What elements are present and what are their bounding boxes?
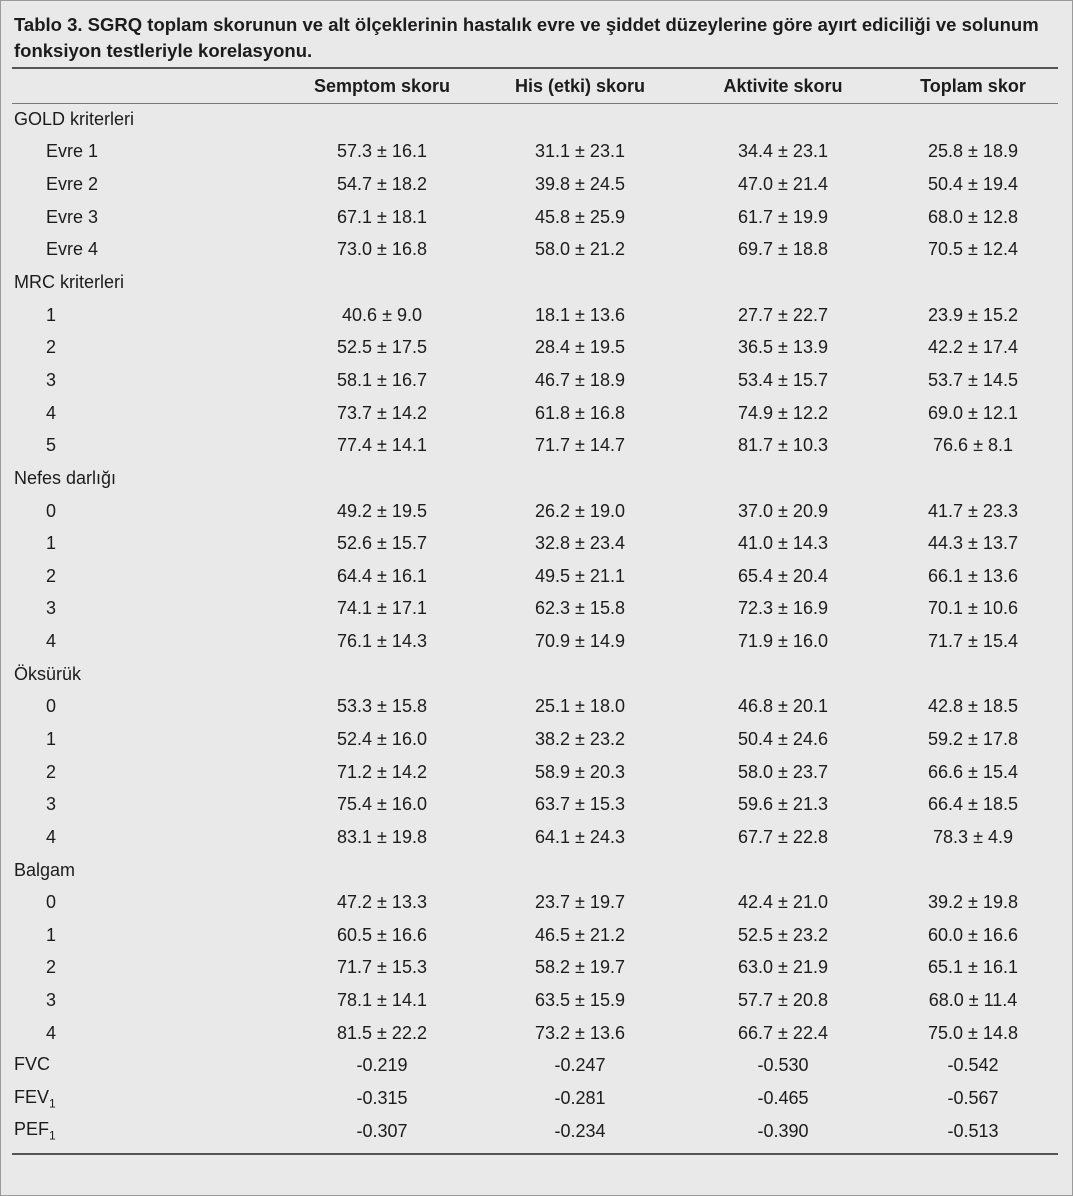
table-body bbox=[12, 103, 1058, 1148]
row-label: 4 bbox=[46, 826, 57, 847]
table-cell: 49.2 ± 19.5 bbox=[337, 500, 427, 521]
table-cell: 53.3 ± 15.8 bbox=[337, 696, 427, 717]
row-label: 3 bbox=[46, 990, 57, 1011]
group-header-row bbox=[12, 266, 1058, 299]
table-cell: 71.7 ± 14.7 bbox=[535, 435, 625, 456]
table-cell: 57.3 ± 16.1 bbox=[337, 141, 427, 162]
row-label: 1 bbox=[46, 924, 57, 945]
table-row bbox=[12, 201, 1058, 234]
table-row bbox=[12, 560, 1058, 593]
table-cell: 83.1 ± 19.8 bbox=[337, 826, 427, 847]
group-header-row bbox=[12, 658, 1058, 691]
correlation-name: FEV bbox=[14, 1086, 50, 1107]
row-label: 2 bbox=[46, 565, 57, 586]
table-cell: 52.5 ± 17.5 bbox=[337, 337, 427, 358]
table-cell: 76.6 ± 8.1 bbox=[933, 435, 1013, 456]
table-cell: 72.3 ± 16.9 bbox=[738, 598, 828, 619]
correlation-row bbox=[12, 1082, 1058, 1115]
table-cell: 64.1 ± 24.3 bbox=[535, 826, 625, 847]
table-cell: 66.7 ± 22.4 bbox=[738, 1022, 828, 1043]
table-cell: -0.465 bbox=[757, 1088, 809, 1109]
table-row bbox=[12, 136, 1058, 169]
row-label: Evre 2 bbox=[46, 174, 99, 195]
table-cell: 62.3 ± 15.8 bbox=[535, 598, 625, 619]
table-cell: 71.7 ± 15.4 bbox=[928, 631, 1018, 652]
table-cell: 58.0 ± 23.7 bbox=[738, 761, 828, 782]
table-row bbox=[12, 625, 1058, 658]
table-cell: -0.219 bbox=[356, 1055, 408, 1076]
table-row bbox=[12, 495, 1058, 528]
table-cell: 40.6 ± 9.0 bbox=[342, 304, 422, 325]
table-cell: 53.7 ± 14.5 bbox=[928, 369, 1018, 390]
table-row bbox=[12, 593, 1058, 626]
table-cell: 70.9 ± 14.9 bbox=[535, 631, 625, 652]
table-cell: 31.1 ± 23.1 bbox=[535, 141, 625, 162]
table-cell: 42.2 ± 17.4 bbox=[928, 337, 1018, 358]
correlation-row bbox=[12, 1115, 1058, 1148]
table-row bbox=[12, 234, 1058, 267]
table-cell: 23.7 ± 19.7 bbox=[535, 892, 625, 913]
header-cell bbox=[12, 69, 282, 103]
group-header-row bbox=[12, 103, 1058, 136]
table-cell: 75.0 ± 14.8 bbox=[928, 1022, 1018, 1043]
table-cell: 70.1 ± 10.6 bbox=[928, 598, 1018, 619]
table-cell: 76.1 ± 14.3 bbox=[337, 631, 427, 652]
table-cell: 78.3 ± 4.9 bbox=[933, 826, 1013, 847]
table-cell: 73.7 ± 14.2 bbox=[337, 402, 427, 423]
group-label: Nefes darlığı bbox=[14, 467, 117, 488]
table-cell: 50.4 ± 24.6 bbox=[738, 728, 828, 749]
table-cell: 61.7 ± 19.9 bbox=[738, 206, 828, 227]
table-cell: 46.8 ± 20.1 bbox=[738, 696, 828, 717]
table-cell: 64.4 ± 16.1 bbox=[337, 565, 427, 586]
table-cell: -0.247 bbox=[554, 1055, 606, 1076]
table-cell: 23.9 ± 15.2 bbox=[928, 304, 1018, 325]
table-cell: 53.4 ± 15.7 bbox=[738, 369, 828, 390]
group-label: Balgam bbox=[14, 859, 76, 880]
table-cell: 32.8 ± 23.4 bbox=[535, 533, 625, 554]
row-label: Evre 1 bbox=[46, 141, 99, 162]
table-cell: 57.7 ± 20.8 bbox=[738, 990, 828, 1011]
table-cell: 28.4 ± 19.5 bbox=[535, 337, 625, 358]
row-label: Evre 4 bbox=[46, 239, 99, 260]
table-row bbox=[12, 984, 1058, 1017]
table-cell: 18.1 ± 13.6 bbox=[535, 304, 625, 325]
row-label: 1 bbox=[46, 533, 57, 554]
table-row bbox=[12, 299, 1058, 332]
row-label: 0 bbox=[46, 696, 57, 717]
row-label: 3 bbox=[46, 369, 57, 390]
table-cell: 73.2 ± 13.6 bbox=[535, 1022, 625, 1043]
table-row bbox=[12, 919, 1058, 952]
table-cell: 25.8 ± 18.9 bbox=[928, 141, 1018, 162]
table-cell: 60.0 ± 16.6 bbox=[928, 924, 1018, 945]
row-label: 2 bbox=[46, 761, 57, 782]
row-label: 4 bbox=[46, 1022, 57, 1043]
table-cell: 46.5 ± 21.2 bbox=[535, 924, 625, 945]
table-row bbox=[12, 168, 1058, 201]
table-cell: -0.567 bbox=[947, 1088, 999, 1109]
bottom-rule bbox=[12, 1153, 1058, 1155]
table-cell: -0.542 bbox=[947, 1055, 999, 1076]
row-label: 5 bbox=[46, 435, 57, 456]
table-cell: 45.8 ± 25.9 bbox=[535, 206, 625, 227]
table-cell: 58.0 ± 21.2 bbox=[535, 239, 625, 260]
table-cell: 81.5 ± 22.2 bbox=[337, 1022, 427, 1043]
correlation-label bbox=[12, 1050, 282, 1083]
group-label: GOLD kriterleri bbox=[14, 108, 135, 129]
table-cell: 71.7 ± 15.3 bbox=[337, 957, 427, 978]
row-label: 1 bbox=[46, 728, 57, 749]
table-cell: 68.0 ± 11.4 bbox=[928, 990, 1018, 1011]
table-cell: 58.1 ± 16.7 bbox=[337, 369, 427, 390]
table-row bbox=[12, 723, 1058, 756]
header-cell: Aktivite skoru bbox=[723, 75, 843, 96]
table-row bbox=[12, 886, 1058, 919]
table-cell: 77.4 ± 14.1 bbox=[337, 435, 427, 456]
table-cell: 63.7 ± 15.3 bbox=[535, 794, 625, 815]
table-cell: 67.7 ± 22.8 bbox=[738, 826, 828, 847]
correlation-name: FVC bbox=[14, 1054, 50, 1075]
table-cell: 39.8 ± 24.5 bbox=[535, 174, 625, 195]
table-cell: 71.9 ± 16.0 bbox=[738, 631, 828, 652]
table-cell: 41.0 ± 14.3 bbox=[738, 533, 828, 554]
table-cell: 41.7 ± 23.3 bbox=[928, 500, 1018, 521]
table-cell: -0.513 bbox=[947, 1120, 999, 1141]
row-label: 3 bbox=[46, 598, 57, 619]
table-cell: 46.7 ± 18.9 bbox=[535, 369, 625, 390]
group-header-row bbox=[12, 462, 1058, 495]
table-cell: 26.2 ± 19.0 bbox=[535, 500, 625, 521]
table-cell: 52.5 ± 23.2 bbox=[738, 924, 828, 945]
table-cell: 37.0 ± 20.9 bbox=[738, 500, 828, 521]
table-cell: 38.2 ± 23.2 bbox=[535, 728, 625, 749]
table-cell: -0.307 bbox=[356, 1120, 408, 1141]
table-cell: 73.0 ± 16.8 bbox=[337, 239, 427, 260]
row-label: 0 bbox=[46, 500, 57, 521]
table-row bbox=[12, 527, 1058, 560]
results-table bbox=[12, 69, 1058, 1148]
correlation-subscript: 1 bbox=[49, 1128, 56, 1143]
table-row bbox=[12, 397, 1058, 430]
table-cell: 36.5 ± 13.9 bbox=[738, 337, 828, 358]
table-cell: 66.4 ± 18.5 bbox=[928, 794, 1018, 815]
table-cell: 66.1 ± 13.6 bbox=[928, 565, 1018, 586]
table-cell: 65.1 ± 16.1 bbox=[928, 957, 1018, 978]
table-cell: 25.1 ± 18.0 bbox=[535, 696, 625, 717]
header-cell: His (etki) skoru bbox=[514, 75, 646, 96]
table-cell: 63.5 ± 15.9 bbox=[535, 990, 625, 1011]
table-cell: 47.2 ± 13.3 bbox=[337, 892, 427, 913]
correlation-name: PEF bbox=[14, 1119, 50, 1140]
header-cell: Toplam skor bbox=[920, 75, 1026, 96]
correlation-label bbox=[12, 1115, 282, 1148]
table-cell: 74.9 ± 12.2 bbox=[738, 402, 828, 423]
correlation-row bbox=[12, 1050, 1058, 1083]
row-label: 4 bbox=[46, 631, 57, 652]
table-cell: 42.4 ± 21.0 bbox=[738, 892, 828, 913]
table-cell: 78.1 ± 14.1 bbox=[337, 990, 427, 1011]
table-cell: 65.4 ± 20.4 bbox=[738, 565, 828, 586]
table-cell: 27.7 ± 22.7 bbox=[738, 304, 828, 325]
table-cell: 59.6 ± 21.3 bbox=[738, 794, 828, 815]
table-cell: 81.7 ± 10.3 bbox=[738, 435, 828, 456]
table-cell: 68.0 ± 12.8 bbox=[928, 206, 1018, 227]
table-cell: 59.2 ± 17.8 bbox=[928, 728, 1018, 749]
table-cell: 61.8 ± 16.8 bbox=[535, 402, 625, 423]
table-row bbox=[12, 952, 1058, 985]
header-row bbox=[12, 69, 1058, 103]
table-cell: 58.2 ± 19.7 bbox=[535, 957, 625, 978]
correlation-label bbox=[12, 1082, 282, 1115]
correlation-subscript: 1 bbox=[49, 1096, 56, 1111]
table-cell: 42.8 ± 18.5 bbox=[928, 696, 1018, 717]
table-cell: 52.6 ± 15.7 bbox=[337, 533, 427, 554]
row-label: 0 bbox=[46, 892, 57, 913]
row-label: 2 bbox=[46, 957, 57, 978]
table-cell: 63.0 ± 21.9 bbox=[738, 957, 828, 978]
table-row bbox=[12, 821, 1058, 854]
table-cell: 66.6 ± 15.4 bbox=[928, 761, 1018, 782]
table-cell: 47.0 ± 21.4 bbox=[738, 174, 828, 195]
table-cell: 49.5 ± 21.1 bbox=[535, 565, 625, 586]
table-cell: -0.530 bbox=[757, 1055, 809, 1076]
table-cell: -0.281 bbox=[554, 1088, 606, 1109]
table-cell: 75.4 ± 16.0 bbox=[337, 794, 427, 815]
table-cell: 71.2 ± 14.2 bbox=[337, 761, 427, 782]
row-label: Evre 3 bbox=[46, 206, 99, 227]
table-cell: 74.1 ± 17.1 bbox=[337, 598, 427, 619]
group-header-row bbox=[12, 854, 1058, 887]
row-label: 1 bbox=[46, 304, 57, 325]
header-cell: Semptom skoru bbox=[313, 75, 451, 96]
table-row bbox=[12, 429, 1058, 462]
row-label: 4 bbox=[46, 402, 57, 423]
table-cell: -0.315 bbox=[356, 1088, 408, 1109]
table-cell: 69.0 ± 12.1 bbox=[928, 402, 1018, 423]
table-cell: 52.4 ± 16.0 bbox=[337, 728, 427, 749]
table-cell: 50.4 ± 19.4 bbox=[928, 174, 1018, 195]
table-cell: 44.3 ± 13.7 bbox=[928, 533, 1018, 554]
table-cell: -0.234 bbox=[554, 1120, 606, 1141]
table-cell: 70.5 ± 12.4 bbox=[928, 239, 1018, 260]
table-cell: 39.2 ± 19.8 bbox=[928, 892, 1018, 913]
group-label: Öksürük bbox=[14, 663, 82, 684]
table-row bbox=[12, 691, 1058, 724]
table-row bbox=[12, 331, 1058, 364]
table-cell: 69.7 ± 18.8 bbox=[738, 239, 828, 260]
table-cell: 67.1 ± 18.1 bbox=[337, 206, 427, 227]
row-label: 3 bbox=[46, 794, 57, 815]
table-title: Tablo 3. SGRQ toplam skorunun ve alt ölçeklerinin hastalık evre ve şiddet düzeylerine göre ayırt ediciliği ve solunum fonksiyon testleriyle korelasyonu. bbox=[14, 14, 1039, 61]
table-row bbox=[12, 1017, 1058, 1050]
row-label: 2 bbox=[46, 337, 57, 358]
table-cell: 58.9 ± 20.3 bbox=[535, 761, 625, 782]
table-cell: 54.7 ± 18.2 bbox=[337, 174, 427, 195]
table-row bbox=[12, 364, 1058, 397]
table-cell: 34.4 ± 23.1 bbox=[738, 141, 828, 162]
table-row bbox=[12, 756, 1058, 789]
table-cell: 60.5 ± 16.6 bbox=[337, 924, 427, 945]
table-row bbox=[12, 788, 1058, 821]
table-cell: -0.390 bbox=[757, 1120, 809, 1141]
group-label: MRC kriterleri bbox=[14, 272, 124, 293]
